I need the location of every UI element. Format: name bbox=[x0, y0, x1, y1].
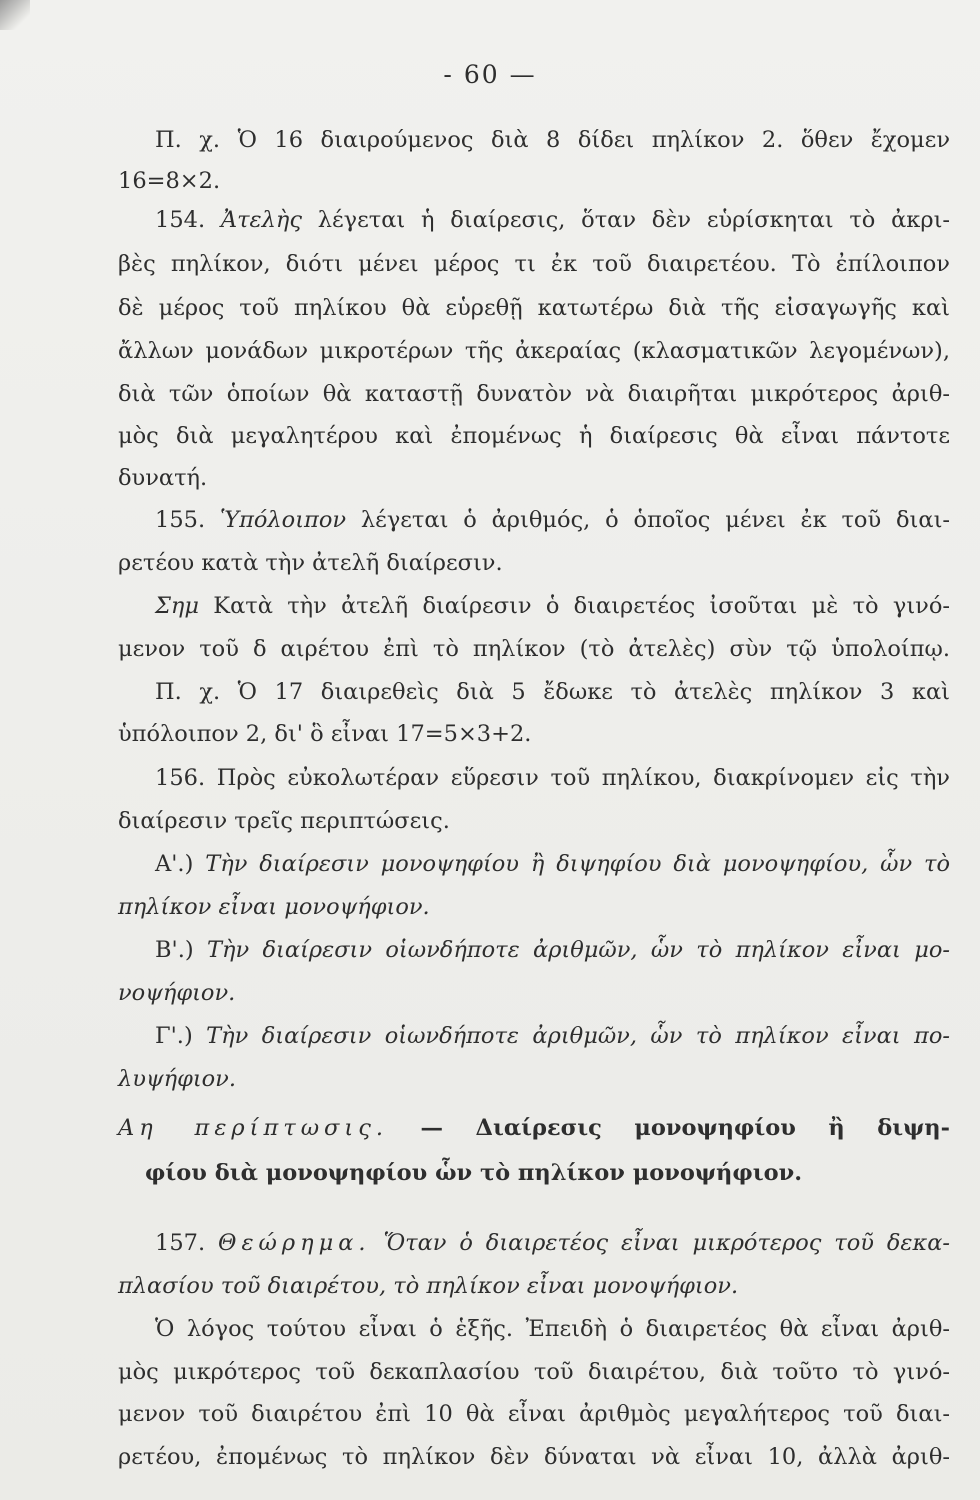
theorem-text: πλασίου τοῦ διαιρέτου, τὸ πηλίκον εἶναι μονοψήφιον. bbox=[118, 1273, 739, 1299]
case-label: Γ'.) bbox=[155, 1023, 207, 1049]
line-text: μὸς μικρότερος τοῦ δεκαπλασίου τοῦ διαιρέτου, διὰ τοῦτο τὸ γινό- bbox=[118, 1359, 950, 1385]
text-line bbox=[118, 293, 950, 323]
text-line bbox=[155, 205, 950, 235]
line-text: 16=8×2. bbox=[118, 168, 221, 194]
text-line bbox=[118, 1271, 950, 1301]
text-line bbox=[118, 634, 950, 664]
case-label: Β'.) bbox=[155, 937, 207, 963]
line-text: λέγεται ὁ ἀριθμός, ὁ ὁποῖος μένει ἐκ τοῦ διαι- bbox=[346, 507, 950, 533]
text-line bbox=[118, 1399, 950, 1429]
text-line bbox=[118, 719, 950, 749]
text-line bbox=[155, 849, 950, 879]
text-line bbox=[118, 463, 950, 493]
text-line bbox=[155, 1021, 950, 1051]
text-line bbox=[155, 1228, 950, 1258]
case-text: Τὴν διαίρεσιν οἱωνδήποτε ἀριθμῶν, ὧν τὸ πηλίκον εἶναι μο- bbox=[207, 937, 950, 963]
section-heading bbox=[145, 1158, 950, 1188]
line-text: δυνατή. bbox=[118, 465, 208, 491]
theorem-label: Θεώρημα. bbox=[218, 1230, 371, 1256]
text-line bbox=[118, 249, 950, 279]
case-text: πηλίκον εἶναι μονοψήφιον. bbox=[118, 894, 430, 920]
line-text: Π. χ. Ὁ 17 διαιρεθεὶς διὰ 5 ἔδωκε τὸ ἀτελὲς πηλίκον 3 καὶ bbox=[155, 679, 950, 705]
defined-term: Ἀτελὴς bbox=[220, 207, 302, 233]
page-number: - 60 — bbox=[443, 60, 537, 89]
line-text: βὲς πηλίκον, διότι μένει μέρος τι ἐκ τοῦ διαιρετέου. Τὸ ἐπίλοιπον bbox=[118, 251, 950, 277]
line-text: Ὁ λόγος τούτου εἶναι ὁ ἑξῆς. Ἐπειδὴ ὁ διαιρετέος θὰ εἶναι ἀριθ- bbox=[155, 1316, 950, 1342]
text-line bbox=[118, 548, 950, 578]
paragraph-number: 155. bbox=[155, 507, 220, 533]
case-text: Τὴν διαίρεσιν μονοψηφίου ἢ διψηφίου διὰ μονοψηφίου, ὧν τὸ bbox=[205, 851, 950, 877]
defined-term: Ὑπόλοιπον bbox=[219, 507, 347, 533]
text-line bbox=[118, 806, 950, 836]
section-heading bbox=[118, 1113, 950, 1143]
text-line bbox=[155, 591, 950, 621]
line-text: ὑπόλοιπον 2, δι' ὃ εἶναι 17=5×3+2. bbox=[118, 721, 532, 747]
section-title: φίου διὰ μονοψηφίου ὧν τὸ πηλίκον μονοψήφιον. bbox=[145, 1160, 803, 1186]
case-label: Α'.) bbox=[155, 851, 206, 877]
page-corner-shadow bbox=[0, 0, 30, 30]
line-text: λέγεται ἡ διαίρεσις, ὅταν δὲν εὑρίσκηται τὸ ἀκρι- bbox=[301, 207, 951, 233]
line-text: μενον τοῦ διαιρέτου ἐπὶ 10 θὰ εἶναι ἀριθμὸς μεγαλήτερος τοῦ διαι- bbox=[118, 1401, 950, 1427]
line-text: ἄλλων μονάδων μικροτέρων τῆς ἀκεραίας (κλασματικῶν λεγομένων), bbox=[118, 338, 950, 364]
line-text: ρετέου κατὰ τὴν ἀτελῆ διαίρεσιν. bbox=[118, 550, 503, 576]
line-text: 156. Πρὸς εὐκολωτέραν εὕρεσιν τοῦ πηλίκου, διακρίνομεν εἰς τὴν bbox=[155, 765, 950, 791]
text-line bbox=[155, 1314, 950, 1344]
line-text: διὰ τῶν ὁποίων θὰ καταστῇ δυνατὸν νὰ διαιρῆται μικρότερος ἀριθ- bbox=[118, 381, 950, 407]
text-line bbox=[118, 379, 950, 409]
paragraph-number: 157. bbox=[155, 1230, 218, 1256]
text-line bbox=[155, 763, 950, 793]
line-text: Π. χ. Ὁ 16 διαιρούμενος διὰ 8 δίδει πηλίκον 2. ὅθεν ἔχομεν bbox=[155, 127, 950, 153]
line-text: Κατὰ τὴν ἀτελῆ διαίρεσιν ὁ διαιρετέος ἰσοῦται μὲ τὸ γινό- bbox=[199, 593, 950, 619]
note-label: Σημ bbox=[155, 593, 200, 619]
text-line bbox=[118, 1442, 950, 1472]
text-line bbox=[155, 677, 950, 707]
text-line bbox=[118, 1357, 950, 1387]
theorem-text: Ὅταν ὁ διαιρετέος εἶναι μικρότερος τοῦ δεκα- bbox=[370, 1230, 951, 1256]
text-line bbox=[155, 935, 950, 965]
text-line bbox=[118, 978, 950, 1008]
line-text: δὲ μέρος τοῦ πηλίκου θὰ εὑρεθῇ κατωτέρω διὰ τῆς εἰσαγωγῆς καὶ bbox=[118, 295, 950, 321]
case-text: λυψήφιον. bbox=[118, 1066, 237, 1092]
text-line bbox=[118, 336, 950, 366]
text-line bbox=[118, 421, 950, 451]
line-text: μενον τοῦ δ αιρέτου ἐπὶ τὸ πηλίκον (τὸ ἀτελὲς) σὺν τῷ ὑπολοίπῳ. bbox=[118, 636, 950, 662]
paragraph-number: 154. bbox=[155, 207, 221, 233]
text-line bbox=[118, 892, 950, 922]
case-text: Τὴν διαίρεσιν οἱωνδήποτε ἀριθμῶν, ὧν τὸ πηλίκον εἶναι πο- bbox=[206, 1023, 950, 1049]
text-line bbox=[155, 125, 950, 155]
section-label: Αη περίπτωσις. bbox=[118, 1115, 388, 1141]
text-line bbox=[118, 166, 950, 196]
text-line bbox=[118, 1064, 950, 1094]
line-text: ρετέου, ἐπομένως τὸ πηλίκον δὲν δύναται νὰ εἶναι 10, ἀλλὰ ἀριθ- bbox=[118, 1444, 950, 1470]
line-text: διαίρεσιν τρεῖς περιπτώσεις. bbox=[118, 808, 450, 834]
text-line bbox=[155, 505, 950, 535]
case-text: νοψήφιον. bbox=[118, 980, 236, 1006]
section-title: — Διαίρεσις μονοψηφίου ἢ διψη- bbox=[387, 1115, 950, 1141]
line-text: μὸς διὰ μεγαλητέρου καὶ ἐπομένως ἡ διαίρεσις θὰ εἶναι πάντοτε bbox=[118, 423, 950, 449]
